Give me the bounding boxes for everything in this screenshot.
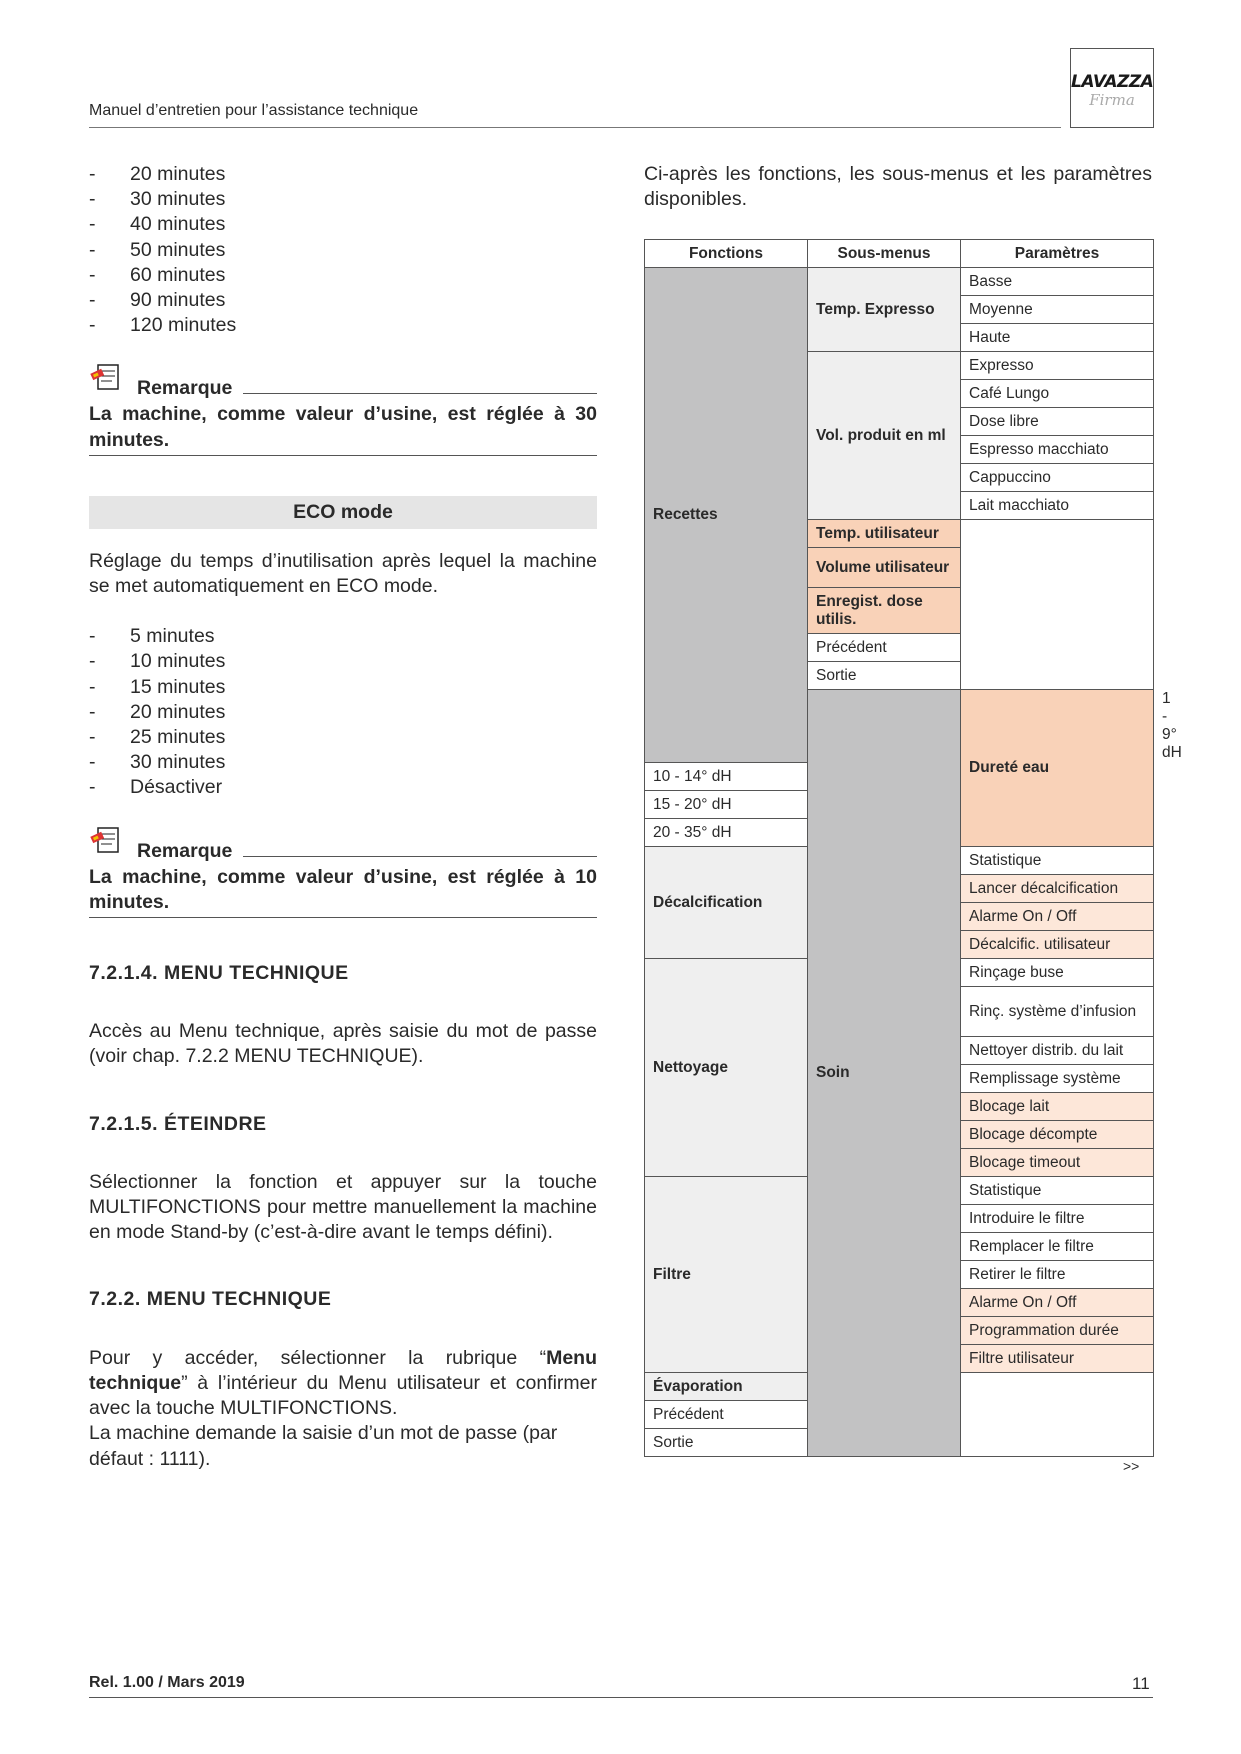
submenu-cell: Volume utilisateur (808, 548, 961, 588)
section-heading: 7.2.1.4. MENU TECHNIQUE (89, 962, 349, 985)
release-info: Rel. 1.00 / Mars 2019 (89, 1674, 245, 1691)
submenu-cell: Filtre (645, 1177, 808, 1373)
list-item: - 120 minutes (89, 314, 237, 337)
submenu-cell: Décalcification (645, 847, 808, 959)
column-header: Fonctions (645, 240, 808, 268)
list-item: - 30 minutes (89, 751, 226, 774)
column-header: Sous-menus (808, 240, 961, 268)
parameter-cell: Lait macchiato (961, 492, 1154, 520)
remark-label: Remarque (137, 377, 233, 400)
parameter-cell: Programmation durée (961, 1317, 1154, 1345)
parameter-cell: Moyenne (961, 296, 1154, 324)
parameter-cell: Espresso macchiato (961, 436, 1154, 464)
table-intro: Ci-après les fonctions, les sous-menus et les paramètres disponibles. (644, 163, 1152, 211)
submenu-cell: Sortie (645, 1429, 808, 1457)
parameter-cell: Retirer le filtre (961, 1261, 1154, 1289)
parameter-cell: Nettoyer distrib. du lait (961, 1037, 1154, 1065)
list-item: - 10 minutes (89, 650, 226, 673)
parameter-cell: Introduire le filtre (961, 1205, 1154, 1233)
parameter-cell: Dose libre (961, 408, 1154, 436)
function-cell: Recettes (645, 268, 808, 763)
empty-cell (961, 520, 1154, 690)
section-heading: 7.2.2. MENU TECHNIQUE (89, 1288, 332, 1311)
header-divider (89, 127, 1061, 128)
table-row (645, 268, 1154, 296)
remark-rule (243, 393, 597, 394)
table-header-row (645, 240, 1154, 268)
section-paragraph: Pour y accéder, sélectionner la rubrique “Menu technique” à l’intérieur du Menu utilisateur et confirmer avec la touche MULTIFONCTIONS. (89, 1346, 597, 1420)
parameter-cell: Basse (961, 268, 1154, 296)
remark-rule (243, 856, 597, 857)
parameter-cell: Haute (961, 324, 1154, 352)
submenu-cell: Évaporation (645, 1373, 808, 1401)
submenu-cell: Temp. Expresso (808, 268, 961, 352)
section-paragraph: La machine demande la saisie d’un mot de passe (par défaut : 1111). (89, 1422, 558, 1470)
remark-text: La machine, comme valeur d’usine, est réglée à 30 minutes. (89, 402, 597, 455)
parameter-cell: Remplacer le filtre (961, 1233, 1154, 1261)
remark-header (89, 825, 597, 865)
continued-marker: >> (1123, 1458, 1140, 1474)
submenu-cell: Sortie (808, 662, 961, 690)
submenu-cell: Temp. utilisateur (808, 520, 961, 548)
list-item: - 30 minutes (89, 188, 226, 211)
note-pencil-icon (90, 362, 122, 392)
remark-label: Remarque (137, 839, 233, 862)
submenu-cell: Nettoyage (645, 959, 808, 1177)
remark-text: La machine, comme valeur d’usine, est réglée à 10 minutes. (89, 865, 597, 918)
note-pencil-icon (90, 825, 122, 855)
parameter-cell: 10 - 14° dH (645, 763, 808, 791)
list-item: - 20 minutes (89, 700, 226, 723)
list-item: - 60 minutes (89, 263, 226, 286)
list-item: - 40 minutes (89, 213, 226, 236)
list-item: - 25 minutes (89, 726, 226, 749)
section-paragraph: Sélectionner la fonction et appuyer sur la touche MULTIFONCTIONS pour mettre manuellement la machine en mode Stand-by (c’est-à-dire avant le temps défini). (89, 1170, 597, 1244)
parameter-cell: Statistique (961, 847, 1154, 875)
list-item: - 15 minutes (89, 675, 226, 698)
submenu-cell: Précédent (645, 1401, 808, 1429)
technical-menu-table (644, 239, 1182, 1457)
parameter-cell: Rinçage buse (961, 959, 1154, 987)
eco-mode-heading: ECO mode (89, 496, 597, 529)
eco-mode-description: Réglage du temps d’inutilisation après lequel la machine se met automatiquement en ECO mode. (89, 549, 597, 598)
parameter-cell: Rinç. système d’infusion (961, 987, 1154, 1037)
list-item: - 5 minutes (89, 625, 215, 648)
parameter-cell: Filtre utilisateur (961, 1345, 1154, 1373)
column-header: Paramètres (961, 240, 1154, 268)
list-item: - Désactiver (89, 776, 223, 799)
submenu-cell: Vol. produit en ml (808, 352, 961, 520)
parameter-cell: Remplissage système (961, 1065, 1154, 1093)
function-cell: Soin (808, 690, 961, 1457)
parameter-cell: Cappuccino (961, 464, 1154, 492)
logo-wordmark: LAVAZZA (1071, 72, 1154, 92)
manual-title: Manuel d’entretien pour l’assistance technique (89, 102, 419, 119)
parameter-cell: Café Lungo (961, 380, 1154, 408)
parameter-cell: Statistique (961, 1177, 1154, 1205)
parameter-cell: Expresso (961, 352, 1154, 380)
parameter-cell: Alarme On / Off (961, 1289, 1154, 1317)
list-item: - 90 minutes (89, 289, 226, 312)
logo-subline: Firma (1089, 91, 1135, 109)
section-heading: 7.2.1.5. ÉTEINDRE (89, 1112, 267, 1135)
table-row: Soin Dureté eau 1 - 9° dH (645, 690, 1154, 763)
submenu-cell: Précédent (808, 634, 961, 662)
timeout-list (89, 162, 597, 338)
remark-header (89, 362, 597, 402)
parameter-cell: Blocage décompte (961, 1121, 1154, 1149)
submenu-cell: Dureté eau (961, 690, 1154, 847)
eco-list (89, 624, 597, 800)
list-item: - 50 minutes (89, 238, 226, 261)
section-paragraph: Accès au Menu technique, après saisie du mot de passe (voir chap. 7.2.2 MENU TECHNIQUE). (89, 1020, 597, 1068)
page-number: 11 (1132, 1674, 1150, 1693)
lavazza-logo (1070, 48, 1154, 128)
parameter-cell: 20 - 35° dH (645, 819, 808, 847)
parameter-cell: Blocage lait (961, 1093, 1154, 1121)
submenu-cell: Enregist. dose utilis. (808, 588, 961, 634)
left-column (89, 162, 597, 1472)
parameter-cell: Blocage timeout (961, 1149, 1154, 1177)
footer-divider (89, 1697, 1153, 1698)
empty-cell (961, 1373, 1154, 1457)
parameter-cell: Décalcific. utilisateur (961, 931, 1154, 959)
list-item: - 20 minutes (89, 163, 226, 185)
parameter-cell: Alarme On / Off (961, 903, 1154, 931)
parameter-cell: 15 - 20° dH (645, 791, 808, 819)
parameter-cell: Lancer décalcification (961, 875, 1154, 903)
